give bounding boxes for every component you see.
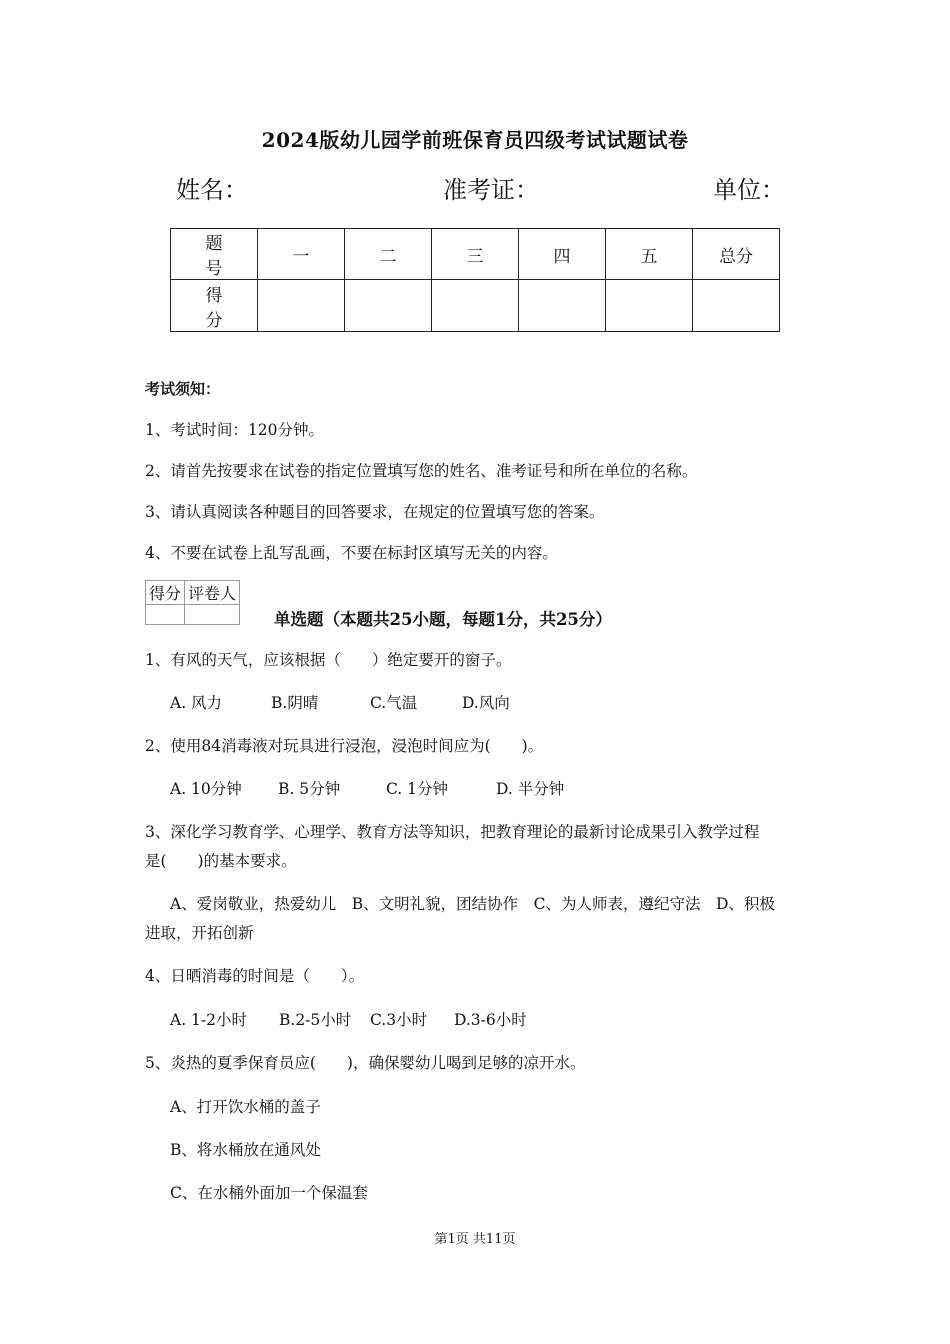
notes-item: 3、请认真阅读各种题目的回答要求，在规定的位置填写您的答案。 <box>145 503 605 521</box>
score-cell[interactable] <box>693 280 780 332</box>
option[interactable]: A. 10分钟 <box>170 780 242 798</box>
score-table-header-cell: 四 <box>519 229 606 280</box>
score-cell[interactable] <box>345 280 432 332</box>
question-stem: 2、使用84消毒液对玩具进行浸泡，浸泡时间应为( )。 <box>145 737 544 755</box>
score-table-score-row <box>171 280 780 332</box>
question-stem: 4、日晒消毒的时间是（ ）。 <box>145 967 365 985</box>
option-line[interactable]: A、爱岗敬业，热爱幼儿 B、文明礼貌，团结协作 C、为人师表，遵纪守法 D、积极 <box>170 895 775 913</box>
page-footer: 第1页 共11页 <box>434 1232 516 1247</box>
option[interactable]: A. 1-2小时 <box>170 1011 248 1029</box>
score-table-row-label: 得 分 <box>171 280 258 332</box>
option[interactable]: C、在水桶外面加一个保温套 <box>170 1184 368 1202</box>
score-cell[interactable] <box>258 280 345 332</box>
section-title: 单选题（本题共25小题，每题1分，共25分） <box>274 610 612 629</box>
grader-box-score-label: 得分 <box>146 581 185 605</box>
grader-box-grader-cell[interactable] <box>185 605 240 625</box>
page-title: 2024版幼儿园学前班保育员四级考试试题试卷 <box>261 128 689 152</box>
score-cell[interactable] <box>432 280 519 332</box>
score-table-header-cell: 二 <box>345 229 432 280</box>
score-cell[interactable] <box>519 280 606 332</box>
option[interactable]: C.气温 <box>370 694 418 712</box>
score-table-header-cell: 总分 <box>693 229 780 280</box>
option[interactable]: C.3小时 <box>370 1011 428 1029</box>
score-table-header-cell: 一 <box>258 229 345 280</box>
grader-box-score-cell[interactable] <box>146 605 185 625</box>
option[interactable]: D. 半分钟 <box>496 780 565 798</box>
name-field-label: 姓名： <box>176 176 248 204</box>
score-cell[interactable] <box>606 280 693 332</box>
notes-item: 4、不要在试卷上乱写乱画，不要在标封区填写无关的内容。 <box>145 544 558 562</box>
question-stem-continued: 是( )的基本要求。 <box>145 852 297 870</box>
question-stem: 5、炎热的夏季保育员应( )，确保婴幼儿喝到足够的凉开水。 <box>145 1054 586 1072</box>
question-stem: 3、深化学习教育学、心理学、教育方法等知识，把教育理论的最新讨论成果引入教学过程 <box>145 823 760 841</box>
grader-box <box>145 580 240 625</box>
option[interactable]: B.2-5小时 <box>279 1011 352 1029</box>
option[interactable]: B、将水桶放在通风处 <box>170 1141 321 1159</box>
score-table-header-row <box>171 229 780 280</box>
question-stem: 1、有风的天气，应该根据（ ）绝定要开的窗子。 <box>145 651 512 669</box>
option[interactable]: B.阴晴 <box>271 694 319 712</box>
option[interactable]: B. 5分钟 <box>278 780 341 798</box>
score-table <box>170 228 780 332</box>
option[interactable]: A. 风力 <box>170 694 223 712</box>
notes-item: 1、考试时间：120分钟。 <box>145 421 324 439</box>
option[interactable]: A、打开饮水桶的盖子 <box>170 1098 321 1116</box>
exam-number-field-label: 准考证： <box>443 176 539 204</box>
score-table-header-cell: 三 <box>432 229 519 280</box>
grader-box-grader-label: 评卷人 <box>185 581 240 605</box>
unit-field-label: 单位： <box>713 176 785 204</box>
option[interactable]: D.风向 <box>462 694 510 712</box>
notes-heading: 考试须知： <box>145 380 221 398</box>
option[interactable]: D.3-6小时 <box>454 1011 527 1029</box>
score-table-header-label: 题 号 <box>171 229 258 280</box>
option-line-continued[interactable]: 进取，开拓创新 <box>145 924 254 942</box>
score-table-header-cell: 五 <box>606 229 693 280</box>
option[interactable]: C. 1分钟 <box>386 780 449 798</box>
notes-item: 2、请首先按要求在试卷的指定位置填写您的姓名、准考证号和所在单位的名称。 <box>145 462 698 480</box>
